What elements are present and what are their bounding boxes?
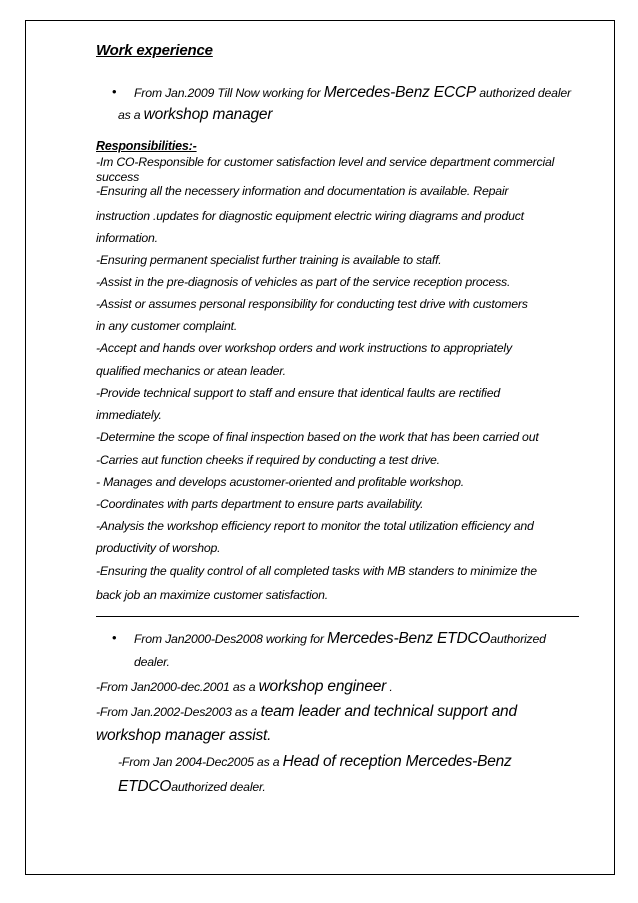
responsibility-line: information. [96, 231, 158, 245]
job1-suffix: authorized dealer [476, 86, 571, 100]
pos3-company: ETDCO [118, 778, 172, 795]
job2-suffix: authorized [490, 632, 546, 646]
pos3-role: Head of reception Mercedes-Benz [282, 753, 512, 770]
responsibility-line: -Accept and hands over workshop orders and work instructions to appropriately [96, 341, 512, 355]
responsibility-line: in any customer complaint. [96, 319, 238, 333]
job1-line [134, 84, 571, 102]
job1-company: Mercedes-Benz ECCP [323, 84, 477, 101]
responsibility-line: -Coordinates with parts department to ensure parts availability. [96, 497, 424, 511]
responsibility-line: -Ensuring all the necessery information and documentation is available. Repair [96, 184, 509, 198]
section-title: Work experience [96, 42, 213, 59]
pos2-role: team leader and technical support and [260, 703, 517, 720]
section-divider [96, 616, 579, 617]
job2-position2 [96, 703, 517, 721]
responsibility-line: -Determine the scope of final inspection based on the work that has been carried out [96, 430, 539, 444]
pos3-prefix: -From Jan 2004-Dec2005 as a [118, 755, 283, 769]
job2-line [134, 630, 546, 648]
job1-prefix: From Jan.2009 Till Now working for [134, 86, 324, 100]
responsibility-line: immediately. [96, 408, 162, 422]
pos1-role: workshop engineer [258, 678, 387, 695]
job2-position3 [118, 753, 512, 771]
job1-role: workshop manager [143, 106, 273, 123]
responsibility-line: success [96, 170, 140, 184]
job2-position2-line2: workshop manager assist. [96, 727, 272, 744]
responsibility-line: -Provide technical support to staff and ensure that identical faults are rectified [96, 386, 500, 400]
pos3-suffix: authorized dealer. [171, 780, 266, 794]
responsibility-line: qualified mechanics or atean leader. [96, 364, 286, 378]
job2-line2: dealer. [134, 655, 170, 669]
responsibilities-title: Responsibilities:- [96, 139, 197, 153]
responsibility-line: - Manages and develops acustomer-oriented and profitable workshop. [96, 475, 465, 489]
responsibility-line: productivity of worshop. [96, 541, 221, 555]
responsibility-line: -Carries aut function cheeks if required by conducting a test drive. [96, 453, 440, 467]
responsibility-line: -Ensuring permanent specialist further training is available to staff. [96, 253, 442, 267]
responsibility-line: -Assist in the pre-diagnosis of vehicles as part of the service reception process. [96, 275, 511, 289]
responsibility-line: -Im CO-Responsible for customer satisfaction level and service department commercial [96, 155, 555, 169]
pos2-prefix: -From Jan.2002-Des2003 as a [96, 705, 261, 719]
job2-position3-line2 [118, 778, 266, 796]
responsibility-line: -Assist or assumes personal responsibility for conducting test drive with customers [96, 297, 528, 311]
bullet-icon: • [112, 84, 117, 99]
job1-role-prefix: as a [118, 108, 144, 122]
responsibility-line: -Ensuring the quality control of all completed tasks with MB standers to minimize the [96, 564, 537, 578]
job1-role-line [118, 106, 272, 124]
job2-prefix: From Jan2000-Des2008 working for [134, 632, 327, 646]
job2-position1 [96, 678, 393, 696]
responsibility-line: -Analysis the workshop efficiency report to monitor the total utilization efficiency and [96, 519, 534, 533]
job2-company: Mercedes-Benz ETDCO [326, 630, 491, 647]
pos1-suffix: . [386, 680, 393, 694]
bullet-icon: • [112, 630, 117, 645]
pos1-prefix: -From Jan2000-dec.2001 as a [96, 680, 259, 694]
responsibility-line: back job an maximize customer satisfaction. [96, 588, 328, 602]
responsibility-line: instruction .updates for diagnostic equipment electric wiring diagrams and product [96, 209, 524, 223]
